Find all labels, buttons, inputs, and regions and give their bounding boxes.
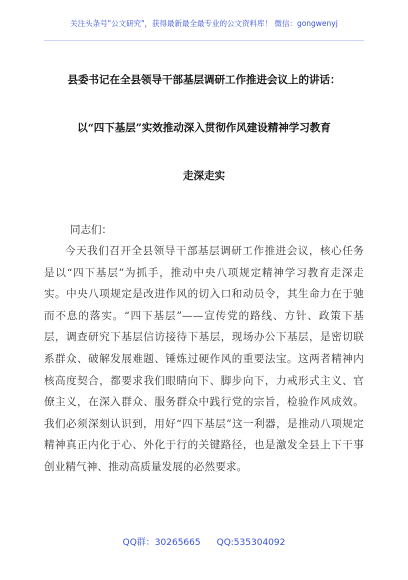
body-paragraph: 今天我们召开全县领导干部基层调研工作推进会议，核心任务是以“四下基层”为抓手，推动中央八项规定精神学习教育走深走实。中央八项规定是改进作风的切入口和动员令，其生命力在于驰而不息的落实。“四下基层”——宣传党的路线、方针、政策下基层，调查研究下基层信访接待下基层，现场办公下基层，是密切联系群众、破解发展难题、锤炼过硬作风的重要法宝。这两者精神内核高度契合，都要求我们眼睛向下、脚步向下，力戒形式主义、官僚主义，在深入群众、服务群众中践行党的宗旨，检验作风成效。我们必须深刻认识到，用好“四下基层”这一利器，是推动八项规定精神真正内化于心、外化于行的关键路径，也是激发全县上下干事创业精气神、推动高质量发展的必然要求。	[44, 245, 364, 473]
document-title-line-2: 以“四下基层”实效推动深入贯彻作风建设精神学习教育	[77, 122, 331, 134]
document-title-line-3: 走深走实	[183, 170, 225, 182]
document-title-line-1: 县委书记在全县领导干部基层调研工作推进会议上的讲话：	[67, 74, 341, 86]
header-banner: 关注头条号"公文研究"，获得最新最全最专业的公文资料库！ 微信：gongwenyj	[70, 19, 338, 28]
footer-qq-group: QQ群：30265665	[122, 538, 201, 548]
salutation: 同志们：	[70, 224, 112, 236]
header-divider	[44, 40, 364, 41]
footer-qq: QQ:535304092	[216, 538, 286, 548]
footer-contact	[0, 535, 408, 548]
